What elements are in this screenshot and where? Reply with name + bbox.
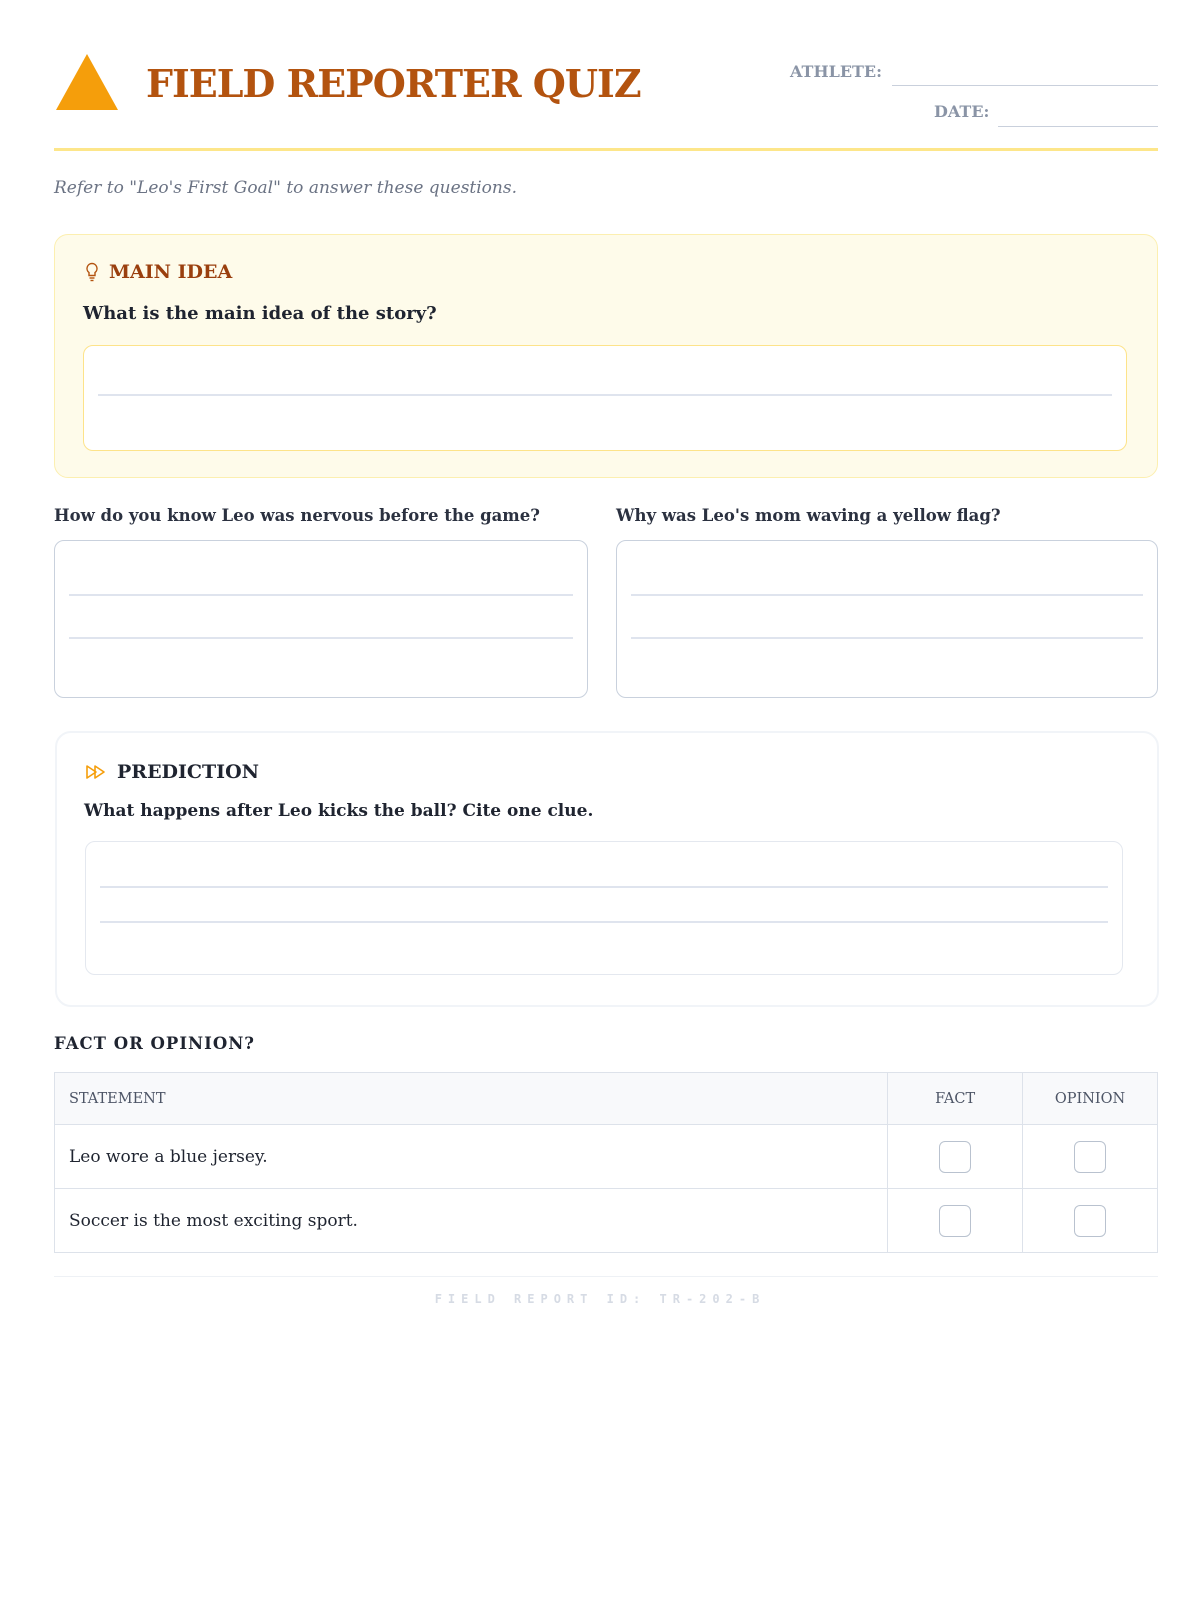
fact-checkbox[interactable] xyxy=(939,1141,971,1173)
writing-line xyxy=(631,594,1143,596)
opinion-cell xyxy=(1023,1189,1158,1253)
writing-line xyxy=(100,921,1108,923)
table-row xyxy=(55,1125,1158,1189)
fast-forward-icon xyxy=(85,764,107,780)
prediction-question: What happens after Leo kicks the ball? Cite one clue. xyxy=(84,801,594,821)
opinion-cell xyxy=(1023,1125,1158,1189)
nervous-answer-box[interactable] xyxy=(54,540,588,698)
opinion-checkbox[interactable] xyxy=(1074,1141,1106,1173)
page-title: FIELD REPORTER QUIZ xyxy=(146,61,641,106)
main-idea-question: What is the main idea of the story? xyxy=(83,303,437,324)
main-idea-card xyxy=(54,234,1158,478)
fact-checkbox[interactable] xyxy=(939,1205,971,1237)
main-idea-header xyxy=(85,261,232,283)
flag-answer-box[interactable] xyxy=(616,540,1158,698)
statement-column-header: STATEMENT xyxy=(55,1073,888,1125)
prediction-answer-box[interactable] xyxy=(85,841,1123,975)
writing-line xyxy=(631,637,1143,639)
opinion-column-header: OPINION xyxy=(1023,1073,1158,1125)
statement-cell: Leo wore a blue jersey. xyxy=(55,1125,888,1189)
triangle-logo-icon xyxy=(54,52,120,112)
fact-cell xyxy=(888,1189,1023,1253)
header-divider xyxy=(54,148,1158,151)
fact-cell xyxy=(888,1125,1023,1189)
main-idea-answer-box[interactable] xyxy=(83,345,1127,451)
footer-divider xyxy=(54,1276,1158,1277)
flag-question: Why was Leo's mom waving a yellow flag? xyxy=(616,506,1001,525)
main-idea-heading: MAIN IDEA xyxy=(109,261,233,283)
writing-line xyxy=(98,394,1112,396)
instructions: Refer to "Leo's First Goal" to answer these questions. xyxy=(54,178,517,198)
table-header-row xyxy=(55,1073,1158,1125)
prediction-card xyxy=(55,731,1159,1007)
nervous-question: How do you know Leo was nervous before the game? xyxy=(54,506,540,525)
writing-line xyxy=(69,594,573,596)
fact-opinion-table xyxy=(54,1072,1158,1253)
date-field[interactable] xyxy=(998,126,1158,127)
prediction-header xyxy=(85,761,259,783)
athlete-field[interactable] xyxy=(892,85,1158,86)
fact-opinion-title: FACT OR OPINION? xyxy=(54,1034,255,1053)
table-row xyxy=(55,1189,1158,1253)
athlete-label: ATHLETE: xyxy=(790,62,883,81)
prediction-heading: PREDICTION xyxy=(117,761,259,783)
fact-column-header: FACT xyxy=(888,1073,1023,1125)
writing-line xyxy=(69,637,573,639)
report-id: FIELD REPORT ID: TR-202-B xyxy=(434,1292,766,1306)
lightbulb-icon xyxy=(85,262,99,282)
statement-cell: Soccer is the most exciting sport. xyxy=(55,1189,888,1253)
date-label: DATE: xyxy=(934,102,990,121)
writing-line xyxy=(100,886,1108,888)
opinion-checkbox[interactable] xyxy=(1074,1205,1106,1237)
